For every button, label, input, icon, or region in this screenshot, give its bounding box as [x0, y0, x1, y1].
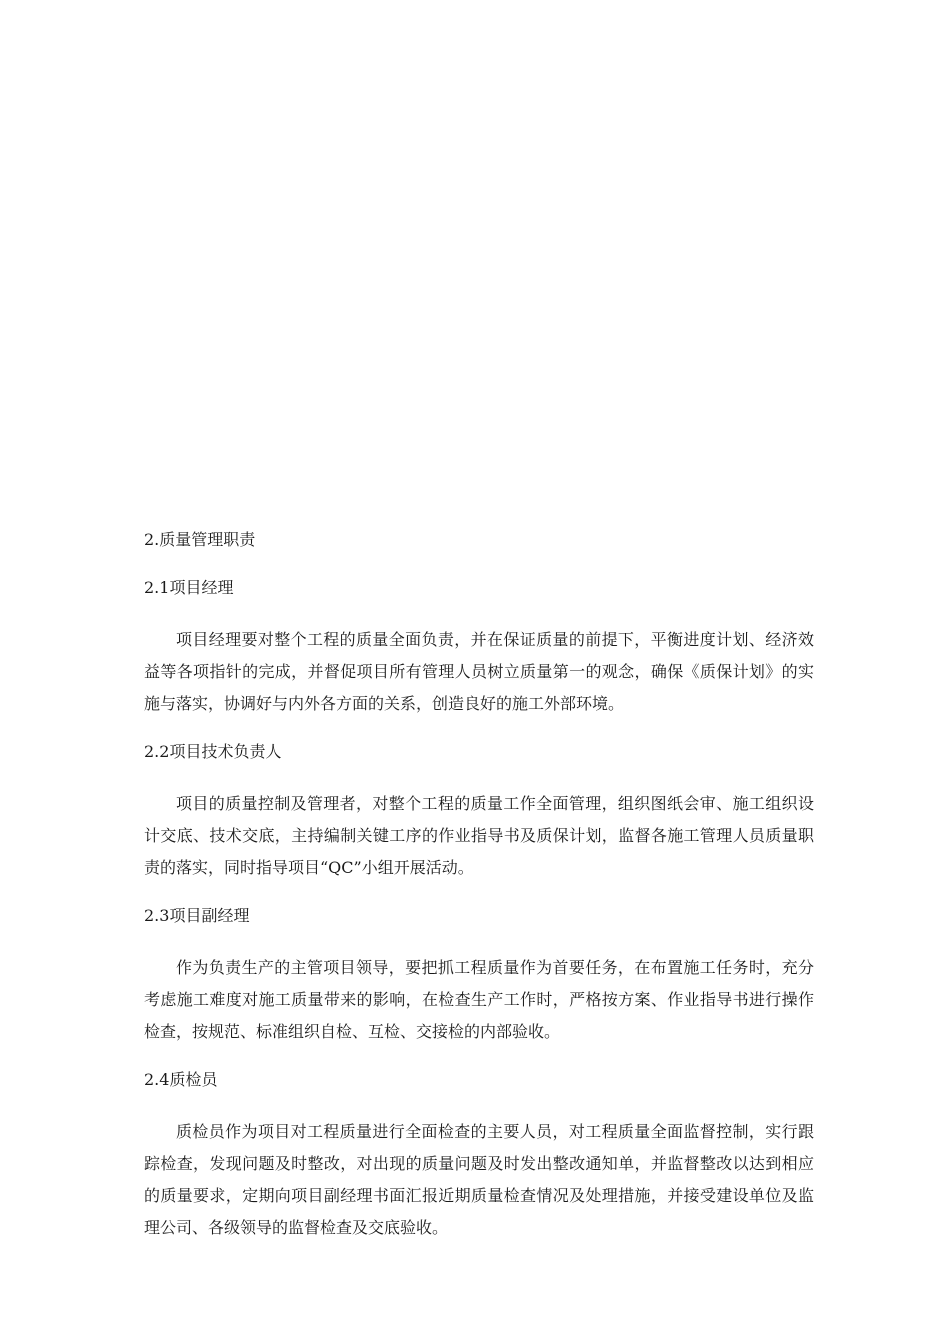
section-heading-2-3: 2.3项目副经理 [144, 906, 250, 925]
section-body-2-3: 作为负责生产的主管项目领导，要把抓工程质量作为首要任务，在布置施工任务时，充分考虑施工难度对施工质量带来的影响，在检查生产工作时，严格按方案、作业指导书进行操作检查，按规范、标准组织自检、互检、交接检的内部验收。 [144, 958, 814, 1041]
section-body-2-1: 项目经理要对整个工程的质量全面负责，并在保证质量的前提下，平衡进度计划、经济效益等各项指针的完成，并督促项目所有管理人员树立质量第一的观念，确保《质保计划》的实施与落实，协调好与内外各方面的关系，创造良好的施工外部环境。 [144, 630, 814, 713]
section-heading-2-4: 2.4质检员 [144, 1070, 218, 1089]
section-heading-2-2: 2.2项目技术负责人 [144, 742, 282, 761]
section-heading-2-1: 2.1项目经理 [144, 578, 234, 597]
section-body-2-2: 项目的质量控制及管理者，对整个工程的质量工作全面管理，组织图纸会审、施工组织设计交底、技术交底，主持编制关键工序的作业指导书及质保计划，监督各施工管理人员质量职责的落实，同时指导项目“QC”小组开展活动。 [144, 794, 814, 877]
section-heading-2: 2.质量管理职责 [144, 530, 256, 549]
document-body [144, 528, 814, 1264]
section-body-2-4: 质检员作为项目对工程质量进行全面检查的主要人员，对工程质量全面监督控制，实行跟踪检查，发现问题及时整改，对出现的质量问题及时发出整改通知单，并监督整改以达到相应的质量要求，定期向项目副经理书面汇报近期质量检查情况及处理措施，并接受建设单位及监理公司、各级领导的监督检查及交底验收。 [144, 1122, 814, 1237]
